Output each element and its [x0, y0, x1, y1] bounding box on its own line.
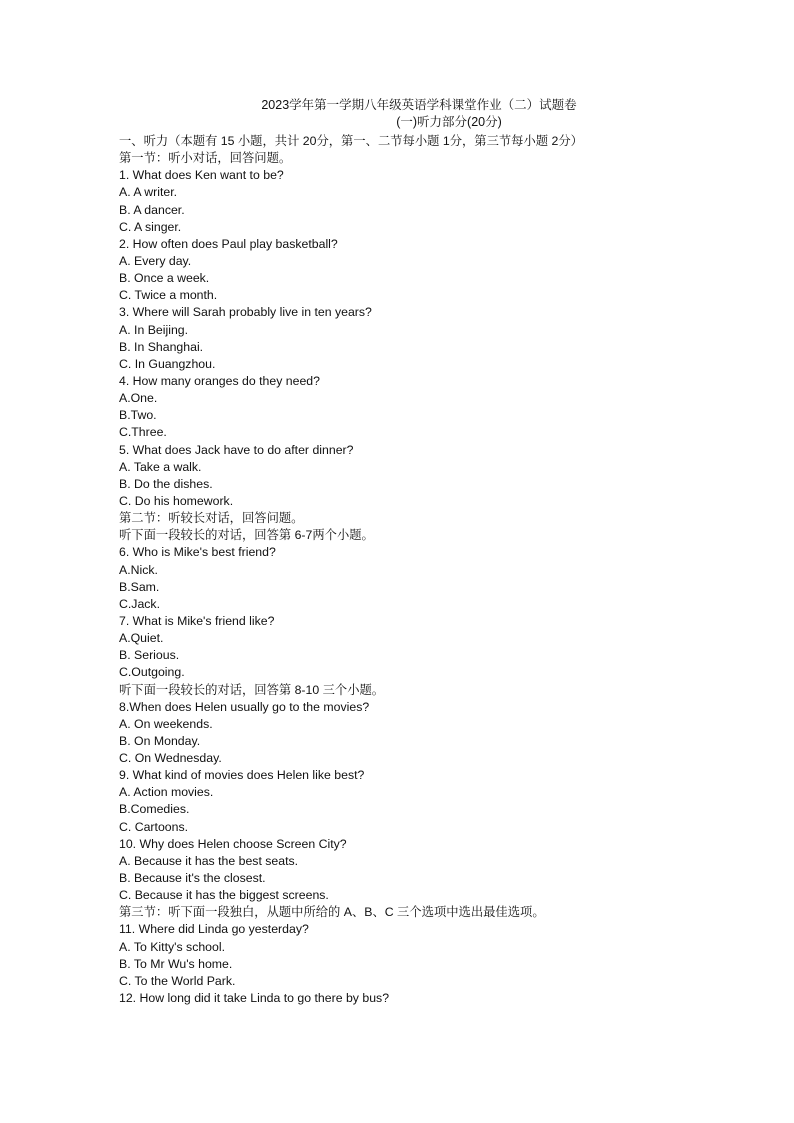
answer-option: A.Nick. [119, 562, 158, 577]
question-text: 8.When does Helen usually go to the movies? [119, 699, 370, 714]
question-text: 9. What kind of movies does Helen like best? [119, 768, 365, 783]
answer-option: B. Serious. [119, 648, 180, 663]
answer-option: C.Three. [119, 425, 167, 440]
answer-option: A. Because it has the best seats. [119, 853, 299, 868]
question-text: 11. Where did Linda go yesterday? [119, 922, 309, 937]
instruction-text: 听下面一段较长的对话，回答第 8-10 三个小题。 [119, 682, 385, 697]
question-text: 10. Why does Helen choose Screen City? [119, 836, 347, 851]
answer-option: C. Because it has the biggest screens. [119, 888, 329, 903]
answer-option: B. To Mr Wu's home. [119, 956, 233, 971]
question-text: 12. How long did it take Linda to go there by bus? [119, 991, 390, 1006]
answer-option: A. In Beijing. [119, 322, 189, 337]
page-title: 2023学年第一学期八年级英语学科课堂作业（二）试题卷 [261, 98, 577, 112]
instruction-text: 一、听力（本题有 15 小题，共计 20分，第一、二节每小题 1分，第三节每小题 2分） [119, 134, 583, 148]
answer-option: A. A writer. [119, 185, 178, 200]
answer-option: B.Two. [119, 408, 157, 423]
question-text: 6. Who is Mike's best friend? [119, 545, 276, 560]
answer-option: C.Jack. [119, 596, 160, 611]
question-text: 3. Where will Sarah probably live in ten years? [119, 305, 372, 320]
answer-option: B.Comedies. [119, 802, 190, 817]
answer-option: A. Every day. [119, 253, 192, 268]
question-text: 4. How many oranges do they need? [119, 373, 320, 388]
instruction-text: 第一节：听小对话，回答问题。 [119, 151, 292, 166]
answer-option: B. Because it's the closest. [119, 871, 266, 886]
instruction-text: 第二节：听较长对话，回答问题。 [119, 511, 304, 526]
answer-option: A.Quiet. [119, 631, 164, 646]
answer-option: C. Twice a month. [119, 288, 218, 303]
question-text: 7. What is Mike's friend like? [119, 613, 275, 628]
answer-option: B. Do the dishes. [119, 476, 213, 491]
answer-option: B. Once a week. [119, 271, 210, 286]
answer-option: A. Take a walk. [119, 459, 202, 474]
section-subtitle: (一)听力部分(20分) [396, 115, 502, 129]
answer-option: A. Action movies. [119, 785, 214, 800]
answer-option: B. In Shanghai. [119, 339, 204, 354]
answer-option: C. On Wednesday. [119, 751, 222, 766]
question-text: 2. How often does Paul play basketball? [119, 236, 338, 251]
answer-option: B. A dancer. [119, 202, 185, 217]
question-text: 5. What does Jack have to do after dinner? [119, 442, 354, 457]
answer-option: C. Cartoons. [119, 819, 189, 834]
answer-option: A. On weekends. [119, 716, 213, 731]
answer-option: C. In Guangzhou. [119, 356, 216, 371]
question-list [119, 133, 769, 1007]
answer-option: A.One. [119, 391, 158, 406]
answer-option: C. To the World Park. [119, 973, 236, 988]
question-text: 1. What does Ken want to be? [119, 168, 284, 183]
answer-option: B.Sam. [119, 579, 160, 594]
answer-option: C. A singer. [119, 219, 182, 234]
answer-option: C. Do his homework. [119, 493, 234, 508]
answer-option: B. On Monday. [119, 733, 201, 748]
answer-option: C.Outgoing. [119, 665, 185, 680]
instruction-text: 第三节：听下面一段独白，从题中所给的 A、B、C 三个选项中选出最佳选项。 [119, 905, 545, 920]
answer-option: A. To Kitty's school. [119, 939, 226, 954]
instruction-text: 听下面一段较长的对话，回答第 6-7两个小题。 [119, 528, 374, 543]
